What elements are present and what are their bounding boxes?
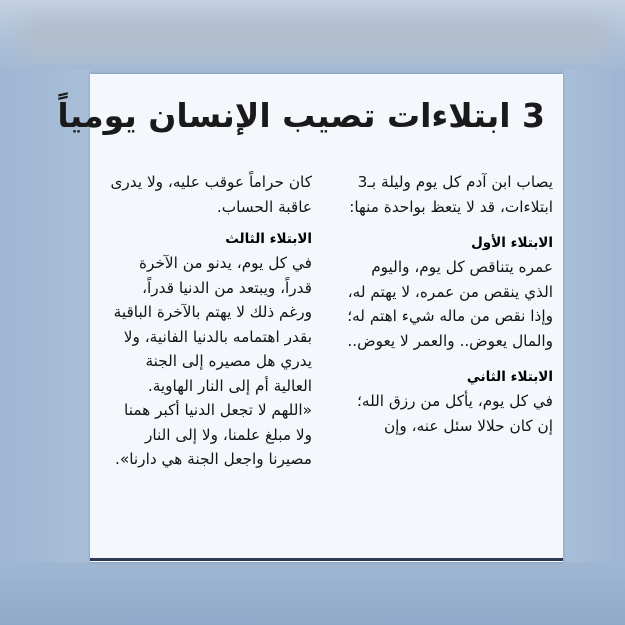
spacer [347, 353, 553, 365]
spacer [106, 219, 312, 227]
first-trial-text: عمره يتناقص كل يوم، واليوم الذي ينقص من عمره، لا يهتم له، وإذا نقص من ماله شيء اهتم له؛ والمال يعوض.. والعمر لا يعوض.. [347, 258, 553, 350]
left-column [106, 170, 312, 550]
bottom-background [0, 562, 625, 625]
right-column [347, 170, 553, 550]
left-background [0, 70, 90, 625]
article-panel [57, 74, 563, 562]
spacer [347, 219, 553, 231]
first-trial-heading: الابتلاء الأول [471, 235, 553, 251]
right-background [563, 70, 625, 625]
second-trial-heading: الابتلاء الثاني [466, 369, 553, 385]
intro-paragraph: يصاب ابن آدم كل يوم وليلة بـ3 ابتلاءات، قد لا يتعظ بواحدة منها: [349, 173, 553, 216]
third-trial-heading: الابتلاء الثالث [225, 231, 312, 247]
article-title: 3 ابتلاءات تصيب الإنسان يومياً [57, 96, 545, 135]
second-trial-text: في كل يوم، يأكل من رزق الله؛ إن كان حلالا سئل عنه، وإن [357, 392, 553, 435]
third-trial-text: في كل يوم، يدنو من الآخرة قدراً، ويبتعد من الدنيا قدراً، ورغم ذلك لا يهتم بالآخرة الباقية بقدر اهتمامه بالدنيا الفانية، ولا يدري هل مصيره إلى الجنة العالية أم إلى النار الهاوية. «اللهم لا تجعل الدنيا أكبر همنا ولا مبلغ علمنا، ولا إلى النار مصيرنا واجعل الجنة هي دارنا». [113, 254, 312, 468]
blurred-header-area [20, 18, 610, 58]
second-trial-continuation: كان حراماً عوقب عليه، ولا يدرى عاقبة الحساب. [110, 173, 312, 216]
panel-bottom-rule [90, 558, 563, 561]
